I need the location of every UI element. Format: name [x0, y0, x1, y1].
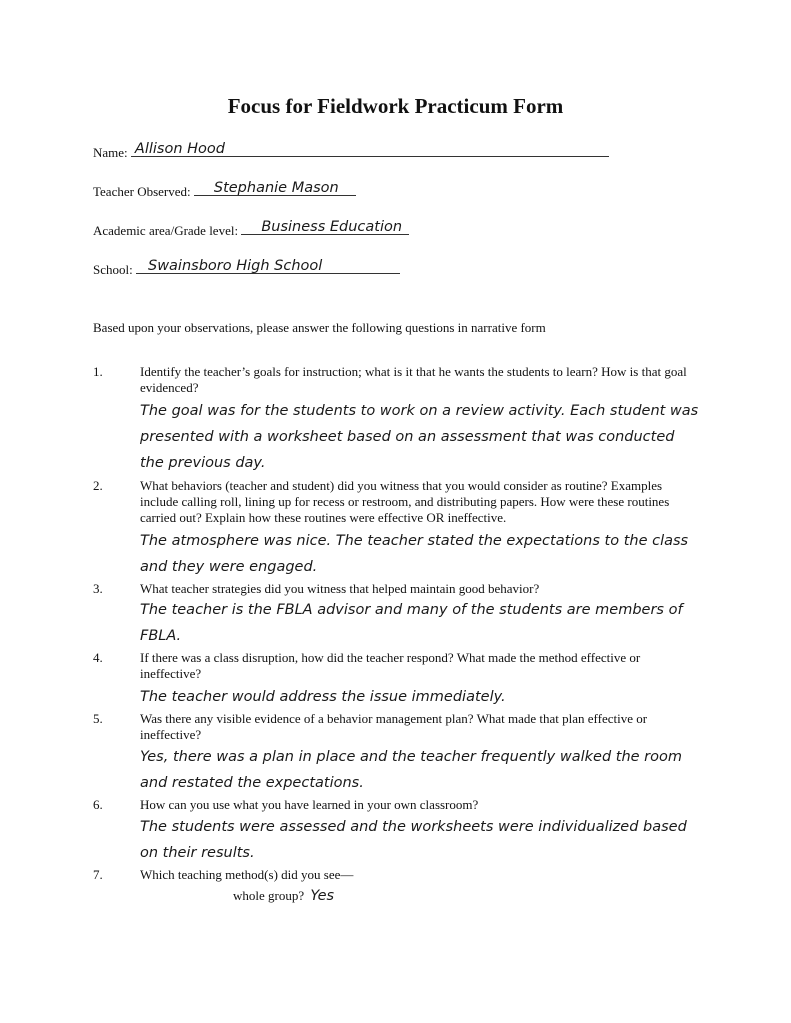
- question-number: 2.: [93, 478, 103, 493]
- question-text: Identify the teacher’s goals for instruction; what is it that he wants the students to learn? How is that goal evidenced?: [140, 364, 687, 395]
- school-field: [93, 257, 400, 279]
- answer-6[interactable]: The students were assessed and the worksheets were individualized based on their results.: [140, 819, 687, 861]
- answer-5[interactable]: Yes, there was a plan in place and the teacher frequently walked the room and restated the expectations.: [140, 749, 682, 791]
- whole-group-label: whole group?: [233, 888, 305, 903]
- teacher-line[interactable]: [194, 179, 356, 196]
- question-number: 1.: [93, 364, 103, 379]
- academic-label: Academic area/Grade level:: [93, 223, 239, 238]
- name-line[interactable]: [131, 140, 609, 157]
- school-value: Swainsboro High School: [147, 258, 323, 274]
- answer-2[interactable]: The atmosphere was nice. The teacher stated the expectations to the class and they were engaged.: [140, 533, 689, 575]
- answer-4[interactable]: The teacher would address the issue immediately.: [140, 689, 506, 705]
- academic-value: Business Education: [261, 219, 403, 235]
- question-number: 3.: [93, 581, 103, 596]
- form-title: Focus for Fieldwork Practicum Form: [227, 94, 564, 118]
- teacher-value: Stephanie Mason: [213, 180, 339, 196]
- question-text: Which teaching method(s) did you see—: [140, 867, 354, 882]
- whole-group-item: [233, 888, 334, 904]
- academic-line[interactable]: [241, 218, 409, 235]
- question-number: 6.: [93, 797, 103, 812]
- answer-1[interactable]: The goal was for the students to work on a review activity. Each student was presented with a worksheet based on an assessment that was conducted the previous day.: [140, 403, 699, 471]
- question-text: What teacher strategies did you witness that helped maintain good behavior?: [140, 581, 540, 596]
- question-text: If there was a class disruption, how did the teacher respond? What made the method effective or ineffective?: [140, 650, 641, 681]
- question-text: How can you use what you have learned in your own classroom?: [140, 797, 479, 812]
- teacher-field: [93, 179, 356, 201]
- question-number: 7.: [93, 867, 103, 882]
- question-number: 5.: [93, 711, 103, 726]
- question-text: What behaviors (teacher and student) did you witness that you would consider as routine? Examples include calling roll, lining up for recess or restroom, and distributing papers. How were these routines carried out? Explain how these routines were effective OR ineffective.: [140, 478, 670, 525]
- question-text: Was there any visible evidence of a behavior management plan? What made that plan effective or ineffective?: [140, 711, 648, 742]
- whole-group-answer[interactable]: Yes: [310, 888, 335, 904]
- name-value: Allison Hood: [134, 141, 225, 157]
- answer-3[interactable]: The teacher is the FBLA advisor and many of the students are members of FBLA.: [140, 602, 683, 644]
- question-number: 4.: [93, 650, 103, 665]
- teacher-label: Teacher Observed:: [93, 184, 191, 199]
- school-label: School:: [93, 262, 133, 277]
- name-field: [93, 140, 609, 162]
- name-label: Name:: [93, 145, 128, 160]
- instructions-text: Based upon your observations, please answer the following questions in narrative form: [93, 320, 546, 335]
- school-line[interactable]: [136, 257, 400, 274]
- academic-field: [93, 218, 409, 240]
